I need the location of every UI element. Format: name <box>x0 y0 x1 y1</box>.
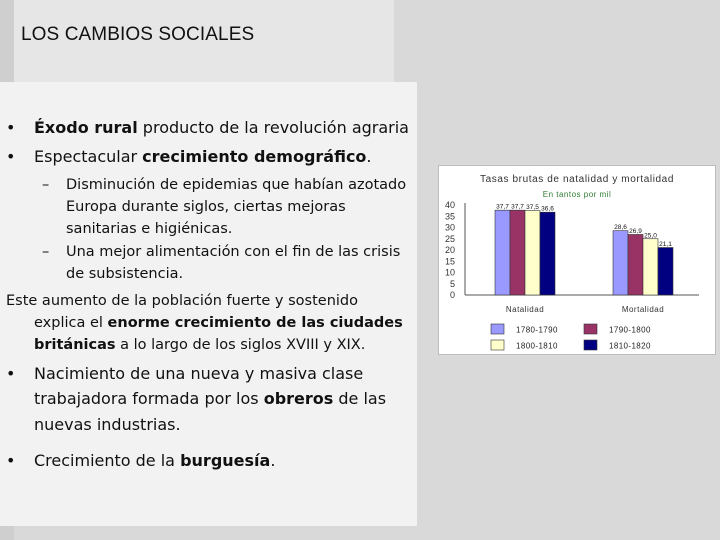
para-line2-bold: enorme crecimiento de las ciudades <box>107 315 403 331</box>
legend-label: 1810-1820 <box>609 341 651 351</box>
para-line2 <box>34 312 403 334</box>
legend-label: 1800-1810 <box>516 341 558 351</box>
legend-swatch <box>584 324 597 334</box>
sub-epidemias-line2: Europa durante siglos, ciertas mejoras <box>66 199 346 215</box>
x-category-label: Mortalidad <box>621 305 665 314</box>
bar-data-label: 21,1 <box>659 241 672 249</box>
birth-death-rate-chart <box>438 165 716 355</box>
para-line3 <box>34 334 365 356</box>
y-tick-label: 5 <box>449 278 455 289</box>
para-line1: Este aumento de la población fuerte y sostenido <box>6 293 358 309</box>
bar-data-label: 37,7 <box>496 203 509 211</box>
dash-icon: – <box>42 244 50 260</box>
y-tick-label: 15 <box>444 256 455 267</box>
legend-label: 1780-1790 <box>516 325 558 335</box>
sub-alimentacion-line1: Una mejor alimentación con el fin de las crisis <box>66 244 401 260</box>
bullet-obreros-bold: obreros <box>263 389 334 408</box>
bullet-obreros-line2-pre: trabajadora formada por los <box>34 389 264 408</box>
bullet-icon: • <box>6 147 16 166</box>
bar-data-label: 28,6 <box>614 224 627 232</box>
dash-icon: – <box>42 177 50 193</box>
bullet-icon: • <box>6 118 16 137</box>
bullet-obreros-line2-rest: de las <box>333 389 387 408</box>
para-line3-bold: británicas <box>34 337 116 353</box>
bullet-obreros-line2 <box>34 387 386 411</box>
legend-label: 1790-1800 <box>609 325 651 335</box>
legend-swatch <box>491 324 504 334</box>
bullet-crecimiento-pre: Espectacular <box>34 147 143 166</box>
para-line3-rest: a lo largo de los siglos XVIII y XIX. <box>115 337 366 353</box>
sub-epidemias-line1: Disminución de epidemias que habían azotado <box>66 177 407 193</box>
bullet-obreros-line1: Nacimiento de una nueva y masiva clase <box>34 364 364 383</box>
bar-natalidad-1 <box>510 210 525 295</box>
sub-alimentacion-line2: de subsistencia. <box>66 266 184 282</box>
bar-mortalidad-0 <box>613 231 628 295</box>
bullet-burguesia-bold: burguesía <box>180 451 271 470</box>
chart-title: Tasas brutas de natalidad y mortalidad <box>479 174 675 185</box>
bullet-burguesia-pre: Crecimiento de la <box>34 451 181 470</box>
bar-data-label: 36,6 <box>541 205 554 213</box>
para-line2-pre: explica el <box>34 315 108 331</box>
bullet-obreros-line3: nuevas industrias. <box>34 415 181 434</box>
bullet-icon: • <box>6 364 16 383</box>
bar-data-label: 26,9 <box>629 227 642 235</box>
y-tick-label: 40 <box>444 200 455 210</box>
bar-natalidad-3 <box>540 212 555 295</box>
sub-epidemias-line3: sanitarias e higiénicas. <box>66 221 233 237</box>
legend-swatch <box>491 340 504 350</box>
chart-subtitle: En tantos por mil <box>542 190 612 199</box>
y-tick-label: 0 <box>449 290 455 300</box>
bullet-burguesia <box>34 449 275 473</box>
chart-svg <box>439 166 715 354</box>
y-tick-label: 20 <box>444 245 455 255</box>
bar-data-label: 37,5 <box>526 204 539 212</box>
bullet-exodo-rural-text: producto de la revolución agraria <box>137 118 409 137</box>
y-tick-label: 10 <box>444 267 455 278</box>
bar-mortalidad-2 <box>643 239 658 295</box>
bar-data-label: 37,7 <box>511 203 524 211</box>
bullet-exodo-rural <box>34 116 409 140</box>
bullet-crecimiento <box>34 145 372 169</box>
bar-mortalidad-3 <box>658 248 673 295</box>
bar-mortalidad-1 <box>628 234 643 295</box>
slide-title: LOS CAMBIOS SOCIALES <box>21 24 255 45</box>
bar-natalidad-2 <box>525 211 540 295</box>
bullet-burguesia-post: . <box>270 451 276 470</box>
x-category-label: Natalidad <box>505 305 545 314</box>
legend-swatch <box>584 340 597 350</box>
y-tick-label: 25 <box>444 233 455 244</box>
bullet-crecimiento-post: . <box>366 147 372 166</box>
bar-data-label: 25,0 <box>644 232 657 240</box>
y-tick-label: 35 <box>444 211 455 222</box>
bullet-exodo-rural-bold: Éxodo rural <box>34 118 138 137</box>
bullet-icon: • <box>6 451 16 470</box>
y-tick-label: 30 <box>444 222 455 233</box>
bar-natalidad-0 <box>495 210 510 295</box>
bullet-crecimiento-bold: crecimiento demográfico <box>142 147 367 166</box>
